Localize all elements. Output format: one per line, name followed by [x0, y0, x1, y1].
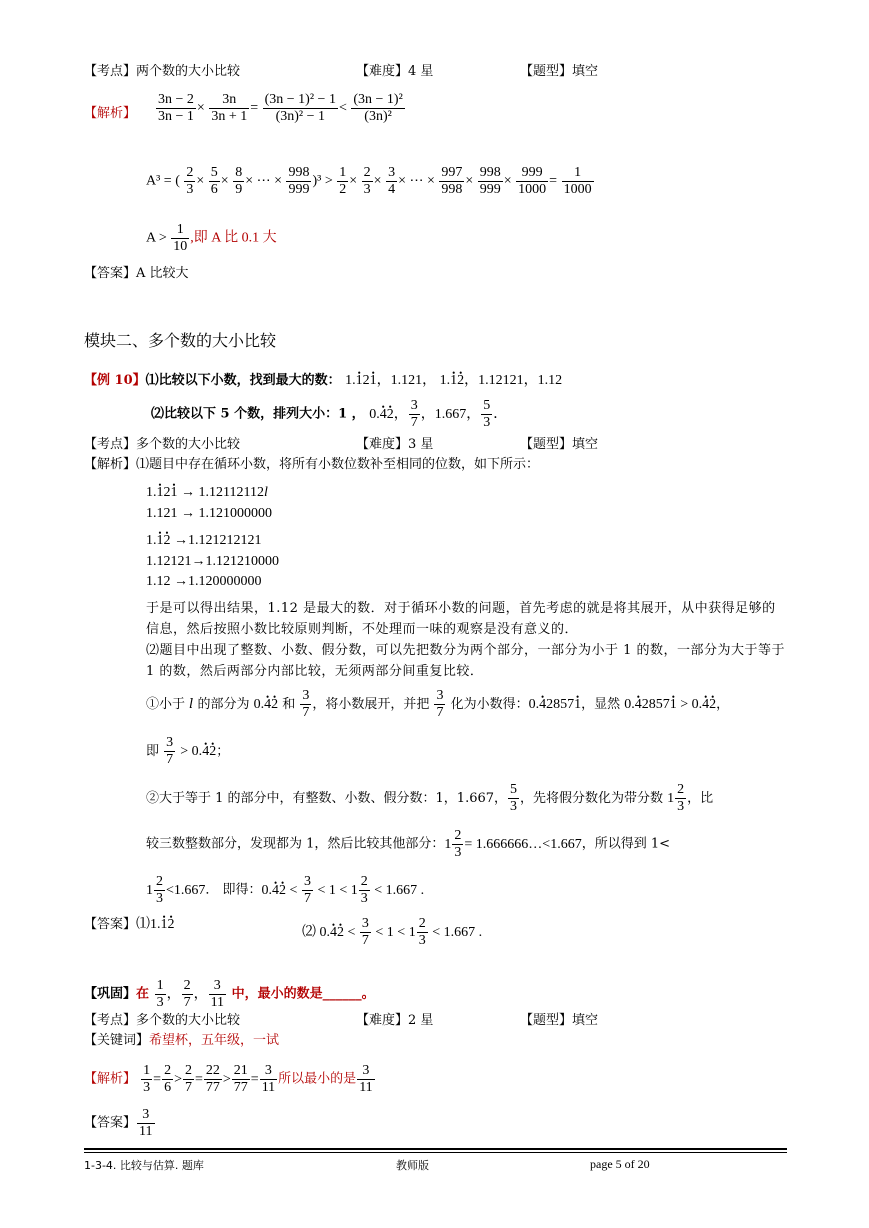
- module-title: 模块二、多个数的大小比较: [84, 331, 277, 350]
- gonggu-post: 中，最小的数是______。: [231, 986, 375, 1002]
- tixing-value: 填空: [572, 64, 599, 79]
- tixing-row-1: [520, 63, 598, 81]
- nandu-row-2: [356, 436, 433, 454]
- daan-label: 【答案】: [84, 1115, 137, 1131]
- daan-row-2: 【答案】⑴1.• 1• 2: [84, 916, 175, 934]
- tixing-value: 填空: [572, 1013, 599, 1028]
- footer-right: page 5 of 20: [590, 1157, 650, 1171]
- expansion-1: 1.• 12• 1 → 1.12112112l: [146, 484, 268, 502]
- example-10-q1: 【例 10】⑴比较以下小数，找到最大的数： 1.• 12• 1，1.121， 1.• 1• 2，1.12121，1.12: [84, 372, 562, 390]
- step-1b: 即 $\frac{3}{7}$ > 0.• 4• 2；: [146, 735, 229, 768]
- daan-row-1: [84, 265, 189, 283]
- jiexi-label-1: 【解析】: [84, 106, 137, 121]
- kaodian-row-1: [84, 63, 240, 81]
- conclusion-1: 于是可以得出结果，1.12 是最大的数．对于循环小数的问题，首先考虑的就是将其展开，从中获得足够的信息，然后按照小数比较原则判断，不处理而一味的观察是没有意义的．: [146, 601, 776, 637]
- nandu-value: 2 星: [408, 1013, 434, 1028]
- keywords-label: 【关键词】: [84, 1033, 150, 1048]
- tixing-label: 【题型】: [520, 64, 573, 79]
- daan-row-3: 【答案】 $\frac{3}{11}$: [84, 1107, 153, 1139]
- jiexi-label: 【解析】: [84, 1071, 137, 1087]
- daan-label: 【答案】: [84, 266, 137, 281]
- footer-left: 1-3-4. 比较与估算. 题库: [84, 1159, 204, 1172]
- daan-value: A 比较大: [136, 266, 189, 281]
- kaodian-label: 【考点】: [84, 64, 137, 79]
- daan-label: 【答案】: [84, 917, 137, 932]
- nandu-value: 4 星: [408, 64, 434, 79]
- nandu-label: 【难度】: [356, 437, 409, 452]
- frac: $\frac{\text{(3n − 1)²}}{\text{(3n)²}}$: [353, 92, 403, 124]
- frac: $\frac{\text{(3n − 1)² − 1}}{\text{(3n)² − 1}}$: [264, 92, 336, 124]
- kaodian-value: 多个数的大小比较: [136, 1013, 241, 1028]
- example-label: 【例 10】: [84, 373, 146, 388]
- kaodian-row-3: [84, 1012, 240, 1030]
- footer-center: 教师版: [396, 1159, 429, 1172]
- example-10-q2: ⑵比较以下 5 个数，排列大小：1 ， 0.• 4• 2， $\frac{3}{7}$ ，1.667， $\frac{5}{3}$ ．: [151, 398, 507, 431]
- gonggu-label: 【巩固】: [84, 986, 137, 1002]
- frac: $\frac{3n - 2}{3n - 1}$: [158, 92, 194, 124]
- kaodian-value: 多个数的大小比较: [136, 437, 241, 452]
- tixing-value: 填空: [572, 437, 599, 452]
- kaodian-label: 【考点】: [84, 1013, 137, 1028]
- gonggu-pre: 在: [136, 986, 150, 1002]
- footer-rule-thick: [84, 1148, 787, 1150]
- conclusion-text: ,即 A 比 0.1 大: [190, 230, 277, 246]
- nandu-label: 【难度】: [356, 1013, 409, 1028]
- footer-rule-thin: [84, 1152, 787, 1153]
- jiexi-suffix: 所以最小的是: [278, 1071, 357, 1087]
- jiexi-label: 【解析】: [84, 457, 137, 472]
- expansion-2: 1.121 → 1.121000000: [146, 506, 272, 521]
- expansion-4: 1.12121→1.121210000: [146, 554, 279, 569]
- expansion-3: 1.• 1• 2 →1.121212121: [146, 532, 262, 550]
- jiexi-formula-1: $\frac{3n - 2}{3n - 1}$ × $\frac{3n}{3n + 1}$ = $\frac{\text{(3n − 1)² − 1}}{\text{(3n)² − 1}}$ < $\frac{\text{(3n − 1)²}}{\text{(3n)²}}$: [158, 92, 403, 124]
- kaodian-label: 【考点】: [84, 437, 137, 452]
- nandu-label: 【难度】: [356, 64, 409, 79]
- example-q2: ⑵比较以下 5 个数，排列大小：1 ，: [151, 406, 365, 422]
- tixing-label: 【题型】: [520, 1013, 573, 1028]
- step-2b: 较三数整数部分，发现都为 1，然后比较其他部分：1 $\frac{2}{3}$ = 1.666666…<1.667，所以得到 1<: [146, 828, 670, 860]
- expansion-5: 1.12 →1.120000000: [146, 574, 262, 589]
- jiexi-text-1: ⑴题目中存在循环小数，将所有小数位数补至相同的位数，如下所示：: [136, 457, 540, 472]
- jiexi-row-2: [84, 456, 539, 474]
- gonggu-question: 【巩固】在 $\frac{1}{3}$ ， $\frac{2}{7}$ ， $\frac{3}{11}$ 中，最小的数是______。: [84, 978, 375, 1010]
- jiexi-formula-3: A > $\frac{1}{10}$ ,即 A 比 0.1 大: [146, 222, 277, 254]
- tixing-row-3: [520, 1012, 598, 1030]
- tixing-row-2: [520, 436, 598, 454]
- step-2: ②大于等于 1 的部分中，有整数、小数、假分数：1，1.667， $\frac{5}{3}$ ，先将假分数化为带分数 1 $\frac{2}{3}$ ，比: [146, 782, 714, 815]
- kaodian-value: 两个数的大小比较: [136, 64, 241, 79]
- step-1: ①小于 l 的部分为 0.• 4• 2 和 $\frac{3}{7}$ ，将小数展开，并把 $\frac{3}{7}$ 化为小数得：0.• 42857• 1，显然 0.• 42857• 1 > 0.• 4• 2，: [146, 688, 729, 721]
- daan-row-2b: ⑵ 0.• 4• 2 < $\frac{3}{7}$ < 1 < 1 $\frac{2}{3}$ < 1.667 .: [302, 916, 482, 949]
- jiexi-row-3: 【解析】 $\frac{1}{3}$ = $\frac{2}{6}$ > $\frac{2}{7}$ = $\frac{22}{77}$ > $\frac{21}{77}$ = $\frac{3}{11}$ 所以最小的是 $\frac{3}{11}$: [84, 1063, 373, 1095]
- step-2c: 1 $\frac{2}{3}$ <1.667． 即得：0.• 4• 2 < $\frac{3}{7}$ < 1 < 1 $\frac{2}{3}$ < 1.667 .: [146, 874, 424, 907]
- example-q1: ⑴比较以下小数，找到最大的数：: [145, 373, 341, 388]
- keywords-value: 希望杯，五年级，一试: [149, 1033, 280, 1048]
- frac: $\frac{3n}{3n + 1}$: [211, 92, 248, 124]
- nandu-row-3: [356, 1012, 433, 1030]
- jiexi-formula-2: A³ = ( $\frac{2}{3}$ × $\frac{5}{6}$ × $\frac{8}{9}$ × ⋯ × $\frac{998}{999}$ )³ > $\frac{1}{2}$ × $\frac{2}{3}$ × $\frac{3}{4}$ × ⋯ × $\frac{997}{998}$ × $\frac{998}{999}$ × $\frac{999}{1000}$ = $\frac{1}{1000}$: [146, 165, 592, 197]
- kaodian-row-2: [84, 436, 240, 454]
- jiexi-text-2: ⑵题目中出现了整数、小数、假分数，可以先把数分为两个部分，一部分为小于 1 的数，一部分为大于等于 1 的数，然后两部分内部比较，无须两部分间重复比较．: [146, 643, 786, 679]
- nandu-row-1: [356, 63, 433, 81]
- nandu-value: 3 星: [408, 437, 434, 452]
- tixing-label: 【题型】: [520, 437, 573, 452]
- keywords-row: [84, 1032, 279, 1050]
